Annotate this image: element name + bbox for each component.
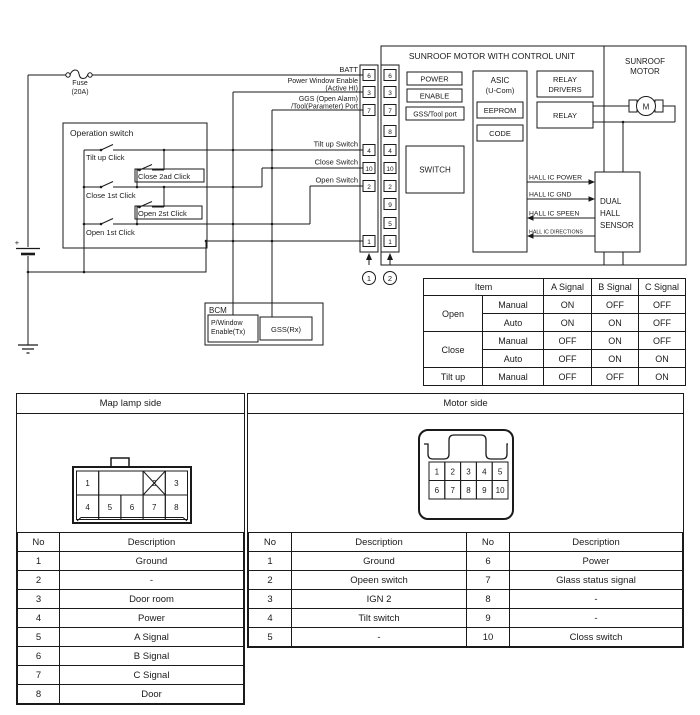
connector-callouts bbox=[363, 253, 397, 285]
table-row bbox=[249, 609, 683, 628]
svg-text:1: 1 bbox=[367, 239, 371, 246]
asic-block bbox=[473, 71, 527, 252]
connector-1-number: 1 bbox=[366, 274, 372, 283]
map-lamp-pin-table bbox=[17, 532, 244, 704]
header-a-signal: A Signal bbox=[544, 279, 592, 296]
cell-no: 1 bbox=[18, 552, 60, 571]
motor-side-panel bbox=[247, 393, 684, 648]
power-window-enable-label: Power Window Enable bbox=[287, 78, 358, 85]
table-row bbox=[249, 628, 683, 647]
cell-mode: Manual bbox=[483, 296, 544, 314]
bcm-block bbox=[205, 303, 323, 345]
cell-description: A Signal bbox=[60, 628, 244, 647]
wire-labels bbox=[288, 65, 359, 185]
cell-a: ON bbox=[544, 296, 592, 314]
motor-side-title: Motor side bbox=[248, 394, 683, 414]
table-row bbox=[18, 666, 244, 685]
fuse-icon bbox=[66, 70, 92, 79]
signal-table-header bbox=[424, 279, 686, 296]
cell-mode: Auto bbox=[483, 314, 544, 332]
cell-description: IGN 2 bbox=[292, 590, 467, 609]
header-description: Description bbox=[292, 533, 467, 552]
open-1st-click-label: Open 1st Click bbox=[86, 228, 135, 237]
ggs-open-alarm-label: GGS (Open Alarm) bbox=[298, 96, 358, 103]
table-row bbox=[249, 571, 683, 590]
cell-description: Tilt switch bbox=[292, 609, 467, 628]
svg-text:6: 6 bbox=[388, 73, 392, 80]
cell-no: 2 bbox=[249, 571, 292, 590]
header-item: Item bbox=[424, 279, 544, 296]
table-row bbox=[18, 647, 244, 666]
control-unit-title: SUNROOF MOTOR WITH CONTROL UNIT bbox=[408, 51, 576, 61]
cell-description: Power bbox=[60, 609, 244, 628]
cell-no: 5 bbox=[18, 628, 60, 647]
cell-a: OFF bbox=[544, 332, 592, 350]
header-no: No bbox=[18, 533, 60, 552]
cell-description: - bbox=[60, 571, 244, 590]
hall-ic-gnd-label: HALL IC GND bbox=[529, 191, 572, 199]
motor-side-pin-table bbox=[248, 532, 683, 647]
svg-text:ASIC: ASIC bbox=[490, 76, 510, 85]
table-row bbox=[18, 552, 244, 571]
cell-no: 4 bbox=[249, 609, 292, 628]
fuse-label: Fuse bbox=[72, 80, 88, 87]
cell-description: C Signal bbox=[60, 666, 244, 685]
cell-c: ON bbox=[639, 368, 686, 386]
svg-text:2: 2 bbox=[367, 184, 371, 191]
hall-ic-power-label: HALL IC POWER bbox=[529, 174, 583, 182]
table-row bbox=[424, 368, 686, 386]
cell-no: 8 bbox=[18, 685, 60, 704]
header-description: Description bbox=[510, 533, 683, 552]
cell-description: Glass status signal bbox=[510, 571, 683, 590]
pin-number: 3 bbox=[466, 467, 471, 477]
cell-mode: Manual bbox=[483, 368, 544, 386]
hall-ic-directions-label: HALL IC DIRECTIONS bbox=[529, 229, 583, 236]
svg-text:RELAY: RELAY bbox=[552, 111, 578, 120]
svg-text:(U-Com): (U-Com) bbox=[485, 86, 515, 95]
wiring bbox=[28, 75, 364, 345]
svg-text:5: 5 bbox=[388, 221, 392, 228]
cell-no: 10 bbox=[467, 628, 510, 647]
svg-text:8: 8 bbox=[388, 129, 392, 136]
cell-description: Door bbox=[60, 685, 244, 704]
cell-no: 8 bbox=[467, 590, 510, 609]
header-c-signal: C Signal bbox=[639, 279, 686, 296]
cell-b: ON bbox=[592, 314, 639, 332]
control-unit-blocks bbox=[406, 71, 593, 252]
cell-mode: Auto bbox=[483, 350, 544, 368]
svg-text:3: 3 bbox=[388, 90, 392, 97]
bcm-title: BCM bbox=[209, 306, 227, 315]
pin-number: 2 bbox=[151, 479, 157, 488]
table-row bbox=[249, 590, 683, 609]
ground-icon bbox=[18, 345, 38, 353]
pin-number: 6 bbox=[434, 486, 440, 495]
cell-no: 3 bbox=[18, 590, 60, 609]
cell-a: OFF bbox=[544, 350, 592, 368]
cell-description: Door room bbox=[60, 590, 244, 609]
svg-text:7: 7 bbox=[367, 108, 371, 115]
pin-number: 8 bbox=[174, 503, 179, 512]
pin-number: 9 bbox=[482, 486, 487, 495]
header-description: Description bbox=[60, 533, 244, 552]
map-lamp-panel bbox=[16, 393, 245, 705]
cell-b: OFF bbox=[592, 368, 639, 386]
map-lamp-connector bbox=[17, 414, 244, 532]
svg-text:ENABLE: ENABLE bbox=[419, 91, 450, 101]
table-row bbox=[18, 609, 244, 628]
svg-text:Enable(Tx): Enable(Tx) bbox=[211, 329, 246, 336]
connector-2-number: 2 bbox=[387, 274, 393, 283]
pin-number: 10 bbox=[495, 486, 505, 495]
pin-number: 7 bbox=[450, 486, 455, 495]
close-1st-click-label: Close 1st Click bbox=[86, 191, 136, 200]
svg-text:SWITCH: SWITCH bbox=[419, 165, 451, 175]
cell-c: OFF bbox=[639, 314, 686, 332]
connector-1-pins bbox=[363, 70, 375, 247]
motor-side-connector bbox=[248, 414, 683, 532]
svg-text:POWER: POWER bbox=[420, 74, 449, 84]
table-row bbox=[18, 685, 244, 704]
cell-description: Ground bbox=[60, 552, 244, 571]
svg-text:GSS(Rx): GSS(Rx) bbox=[271, 325, 301, 334]
dual-hall-label-2: HALL bbox=[600, 209, 621, 218]
svg-text:9: 9 bbox=[388, 202, 392, 209]
table-header-row bbox=[18, 533, 244, 552]
svg-text:CODE: CODE bbox=[489, 129, 511, 138]
cell-no: 6 bbox=[467, 552, 510, 571]
active-hi-label: (Active HI) bbox=[325, 85, 358, 93]
cell-c: ON bbox=[639, 350, 686, 368]
tilt-up-switch-label: Tilt up Switch bbox=[313, 139, 358, 149]
cell-no: 1 bbox=[249, 552, 292, 571]
pin-number: 2 bbox=[450, 467, 455, 477]
svg-text:3: 3 bbox=[367, 90, 371, 97]
cell-no: 2 bbox=[18, 571, 60, 590]
pin-number: 8 bbox=[466, 486, 471, 495]
cell-no: 4 bbox=[18, 609, 60, 628]
cell-no: 7 bbox=[18, 666, 60, 685]
svg-text:7: 7 bbox=[388, 108, 392, 115]
svg-text:4: 4 bbox=[388, 148, 392, 155]
svg-text:2: 2 bbox=[388, 184, 392, 191]
table-row bbox=[249, 552, 683, 571]
cell-item: Open bbox=[424, 296, 483, 332]
motor-m-label: M bbox=[642, 102, 650, 112]
battery-icon bbox=[16, 249, 40, 255]
dual-hall-label-3: SENSOR bbox=[600, 221, 634, 230]
battery-plus-label: + bbox=[14, 238, 20, 247]
hall-signals bbox=[527, 175, 595, 239]
signal-table bbox=[423, 278, 686, 386]
svg-text:GSS/Tool port: GSS/Tool port bbox=[413, 111, 457, 119]
header-no: No bbox=[467, 533, 510, 552]
cell-no: 9 bbox=[467, 609, 510, 628]
cell-item: Close bbox=[424, 332, 483, 368]
pin-number: 4 bbox=[482, 467, 487, 477]
pin-number: 5 bbox=[497, 467, 503, 477]
cell-description: Closs switch bbox=[510, 628, 683, 647]
batt-label: BATT bbox=[339, 65, 358, 74]
svg-text:P/Window: P/Window bbox=[211, 320, 243, 327]
pin-number: 1 bbox=[434, 467, 440, 477]
cell-b: OFF bbox=[592, 296, 639, 314]
operation-switch-title: Operation switch bbox=[70, 128, 134, 138]
svg-text:1: 1 bbox=[388, 239, 392, 246]
connector-2-pins bbox=[384, 70, 396, 247]
svg-text:10: 10 bbox=[386, 166, 394, 173]
open-switch-label: Open Switch bbox=[315, 175, 358, 185]
cell-b: ON bbox=[592, 350, 639, 368]
cell-description: Ground bbox=[292, 552, 467, 571]
table-row bbox=[18, 590, 244, 609]
svg-text:4: 4 bbox=[367, 148, 371, 155]
cell-description: - bbox=[510, 609, 683, 628]
pin-number: 7 bbox=[151, 503, 157, 512]
table-row bbox=[18, 628, 244, 647]
pin-number: 5 bbox=[107, 503, 113, 512]
cell-description: Opeen switch bbox=[292, 571, 467, 590]
cell-b: ON bbox=[592, 332, 639, 350]
cell-a: OFF bbox=[544, 368, 592, 386]
cell-mode: Manual bbox=[483, 332, 544, 350]
pin-number: 1 bbox=[85, 479, 90, 488]
cell-description: - bbox=[292, 628, 467, 647]
cell-description: B Signal bbox=[60, 647, 244, 666]
tool-parameter-port-label: /Tool(Parameter) Port bbox=[291, 103, 358, 111]
svg-text:EEPROM: EEPROM bbox=[483, 106, 517, 115]
header-b-signal: B Signal bbox=[592, 279, 639, 296]
svg-text:RELAY: RELAY bbox=[552, 75, 578, 84]
close-2nd-click-label: Close 2ad Click bbox=[138, 172, 191, 181]
table-row bbox=[424, 332, 686, 350]
cell-c: OFF bbox=[639, 296, 686, 314]
dual-hall-label-1: DUAL bbox=[600, 197, 622, 206]
cell-c: OFF bbox=[639, 332, 686, 350]
table-row bbox=[18, 571, 244, 590]
cell-description: Power bbox=[510, 552, 683, 571]
cell-no: 6 bbox=[18, 647, 60, 666]
close-switch-label: Close Switch bbox=[314, 157, 358, 167]
sunroof-motor-title-1: SUNROOF bbox=[625, 57, 665, 66]
table-row bbox=[424, 296, 686, 314]
pin-number: 4 bbox=[85, 503, 90, 512]
tilt-up-click-label: Tilt up Click bbox=[86, 153, 125, 162]
open-2nd-click-label: Open 2st Click bbox=[138, 209, 187, 218]
cell-a: ON bbox=[544, 314, 592, 332]
sunroof-motor-title-2: MOTOR bbox=[630, 67, 660, 76]
fuse-amp-label: (20A) bbox=[71, 89, 89, 96]
cell-item: Tilt up bbox=[424, 368, 483, 386]
svg-text:6: 6 bbox=[367, 73, 371, 80]
cell-description: - bbox=[510, 590, 683, 609]
table-header-row bbox=[249, 533, 683, 552]
cell-no: 5 bbox=[249, 628, 292, 647]
operation-switch-box bbox=[63, 123, 207, 248]
pin-number: 3 bbox=[174, 479, 179, 488]
pin-number: 6 bbox=[129, 503, 135, 512]
svg-text:DRIVERS: DRIVERS bbox=[548, 85, 582, 94]
hall-ic-speed-label: HALL IC SPEEN bbox=[529, 210, 580, 218]
cell-no: 3 bbox=[249, 590, 292, 609]
map-lamp-title: Map lamp side bbox=[17, 394, 244, 414]
svg-text:10: 10 bbox=[365, 166, 373, 173]
cell-no: 7 bbox=[467, 571, 510, 590]
header-no: No bbox=[249, 533, 292, 552]
